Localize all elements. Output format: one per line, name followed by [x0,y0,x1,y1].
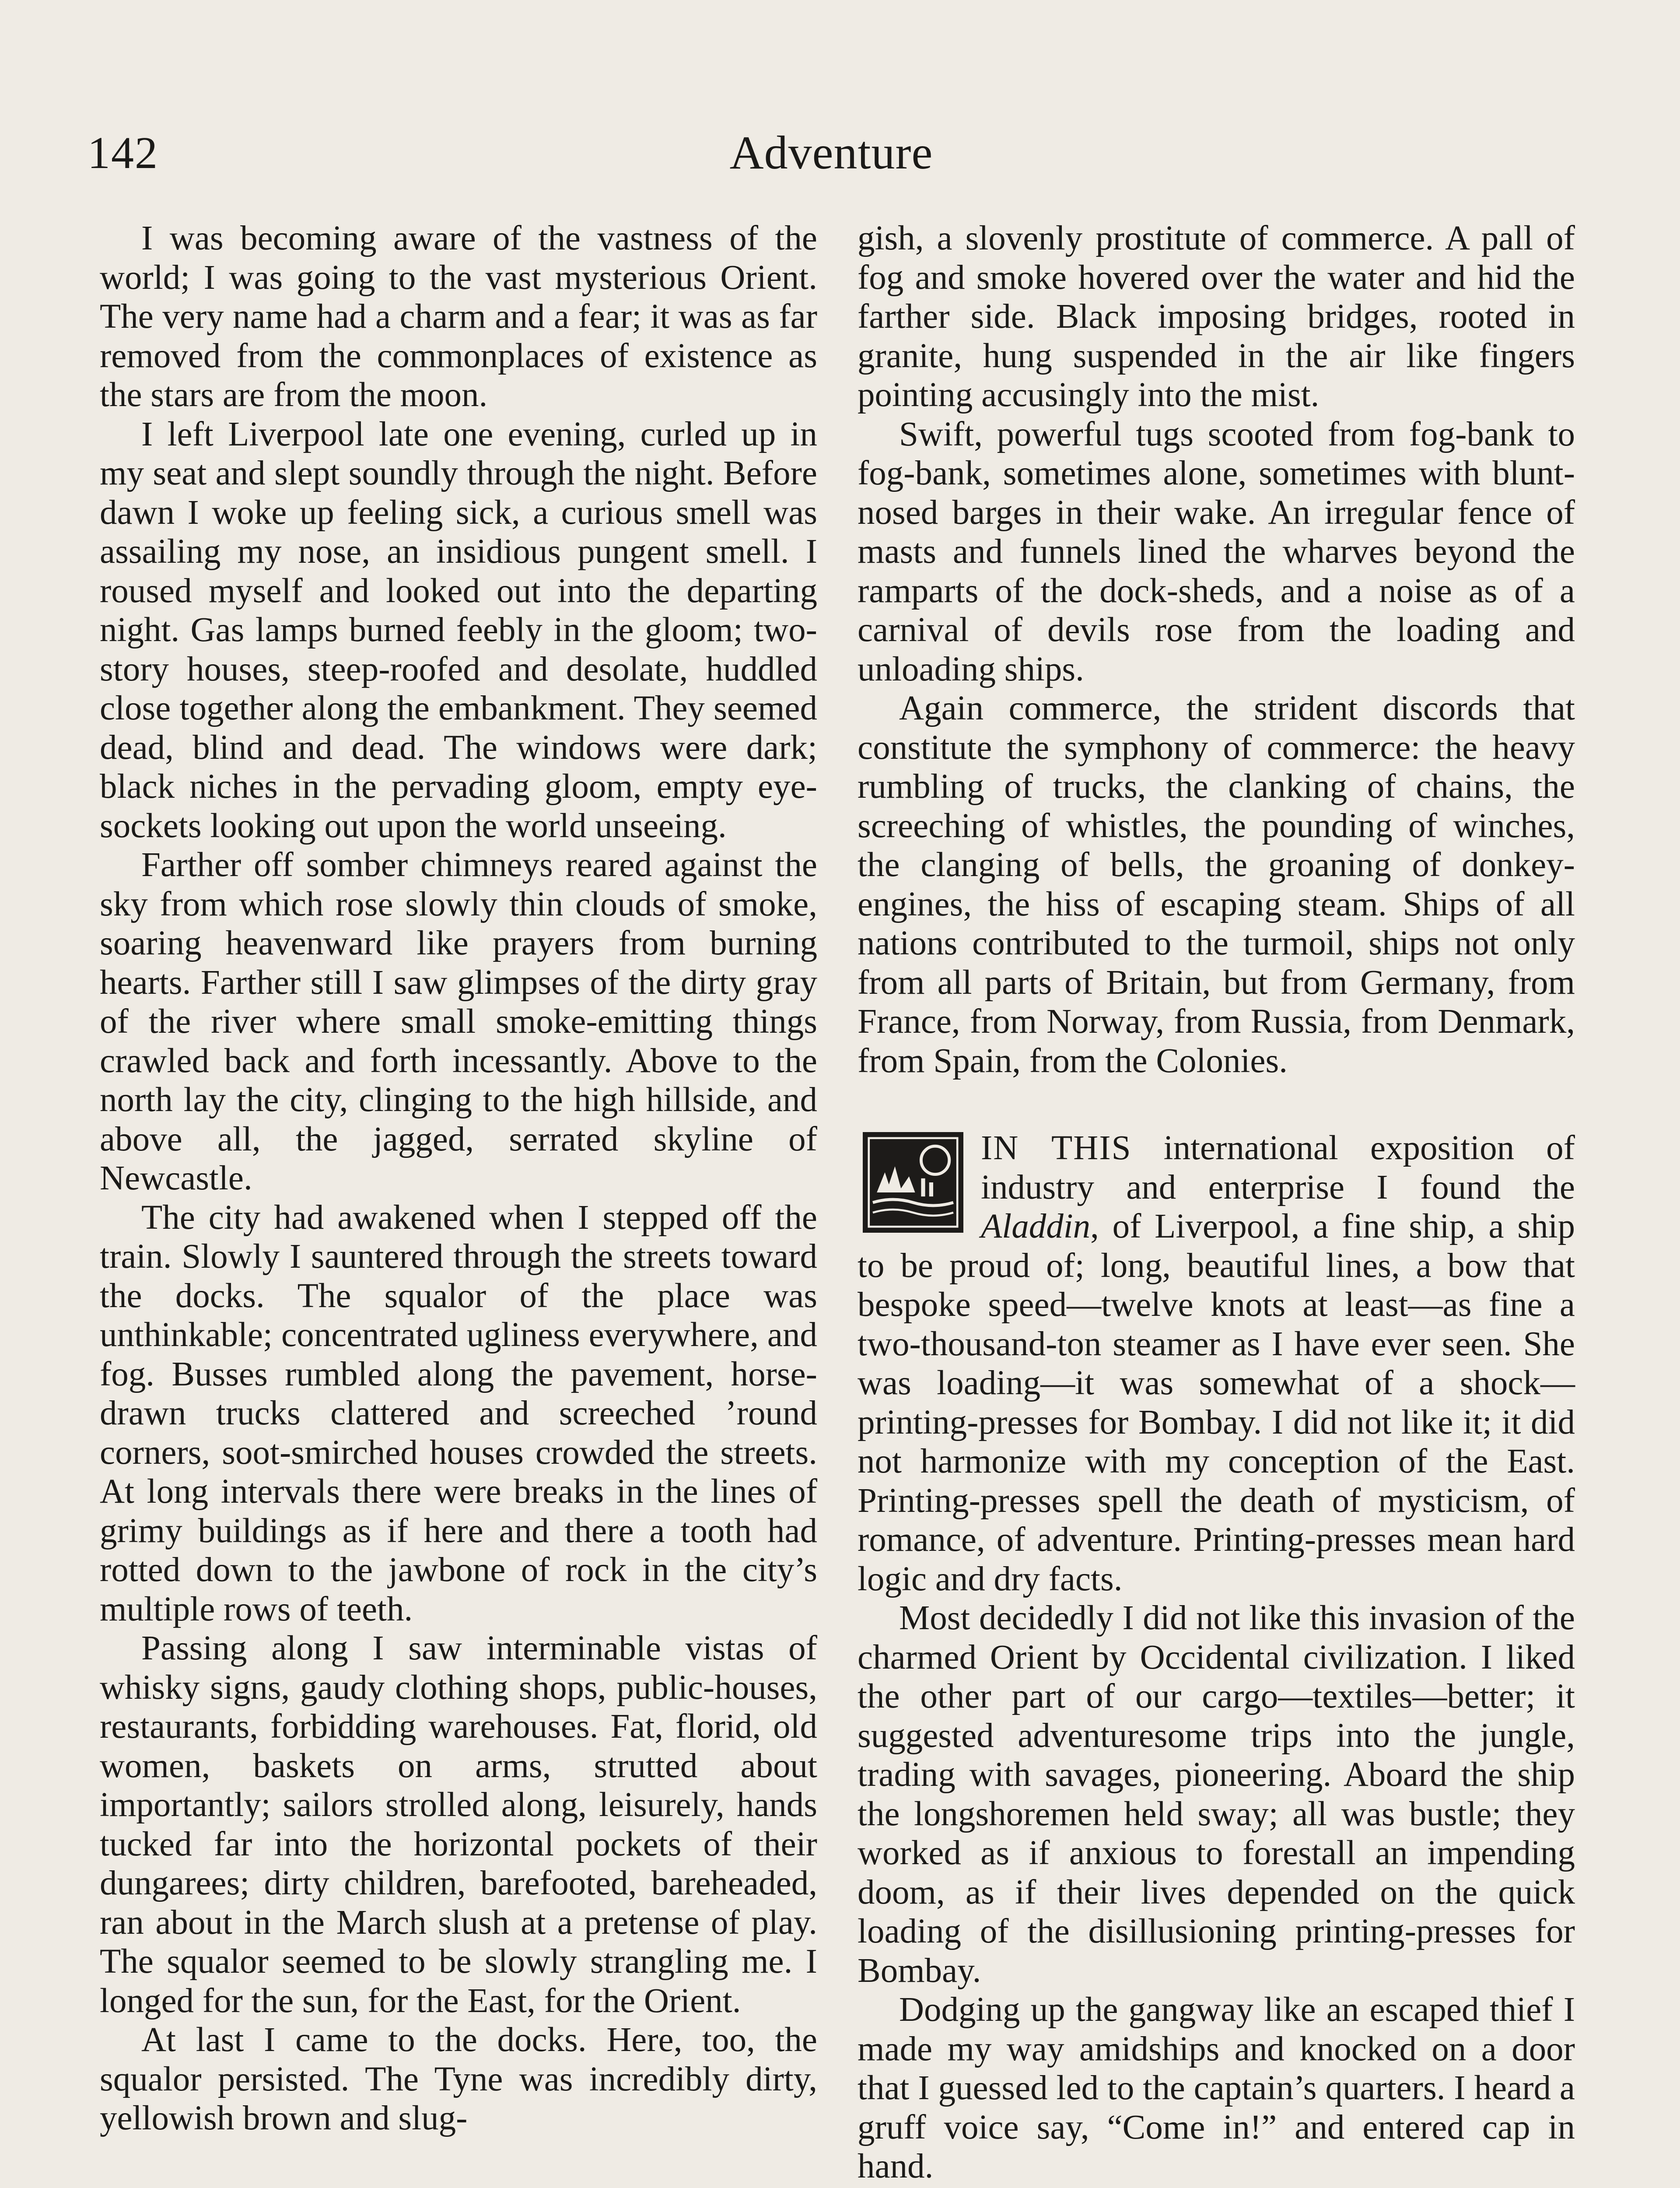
paragraph-continuation: gish, a slovenly prostitute of commerce. A pall of fog and smoke hovered over the water and hid the farther side. Black imposing bridges, rooted in granite, hung suspended in the air like fingers pointing accusingly into the mist. [858,219,1575,414]
paragraph: Most decidedly I did not like this invasion of the charmed Orient by Occidental civilization. I liked the other part of our cargo—textiles—better; it suggested adventuresome trips into the jungle, trading with savages, pioneering. Aboard the ship the longshoremen held sway; all was bustle; they worked as if anxious to forestall an impending doom, as if their lives depended on the quick loading of the disillusioning printing-presses for Bombay. [858,1599,1575,1990]
section-text: , of Liverpool, a fine ship, a ship to be proud of; long, beautiful lines, a bow that bespoke speed—twelve knots at least—as fine a two-thousand-ton steamer as I have ever seen. She was loading—it was somewhat of a shock—printing-presses for Bombay. I did not like it; it did not harmonize with my conception of the East. Printing-presses spell the death of mysticism, of romance, of adventure. Printing-presses mean hard logic and dry facts. [858,1207,1575,1598]
ship-name: Aladdin [981,1207,1091,1245]
section-first-paragraph [858,1129,1575,1599]
paragraph: I was becoming aware of the vastness of the world; I was going to the vast mysterious Orient. The very name had a charm and a fear; it was as far removed from the commonplaces of existence as the stars are from the moon. [100,219,817,414]
paragraph: Farther off somber chimneys reared against the sky from which rose slowly thin clouds of smoke, soaring heavenward like prayers from burning hearts. Farther still I saw glimpses of the dirty gray of the river where small smoke-emitting things crawled back and forth incessantly. Above to the north lay the city, clinging to the high hillside, and above all, the jagged, serrated skyline of Newcastle. [100,846,817,1197]
left-column [100,219,817,2138]
page-number: 142 [88,128,158,178]
paragraph: I left Liverpool late one evening, curled up in my seat and slept soundly through the night. Before dawn I woke up feeling sick, a curious smell was assailing my nose, an insidious pungent smell. I roused myself and looked out into the departing night. Gas lamps burned feebly in the gloom; two-story houses, steep-roofed and desolate, huddled close together along the embankment. They seemed dead, blind and dead. The windows were dark; black niches in the pervading gloom, empty eye-sockets looking out upon the world unseeing. [100,415,817,845]
paragraph: Passing along I saw interminable vistas of whisky signs, gaudy clothing shops, public-houses, restaurants, forbidding warehouses. Fat, florid, old women, baskets on arms, strutted about importantly; sailors strolled along, leisurely, hands tucked far into the horizontal pockets of their dungarees; dirty children, barefooted, bareheaded, ran about in the March slush at a pretense of play. The squalor seemed to be slowly strangling me. I longed for the sun, for the East, for the Orient. [100,1629,817,2020]
harbor-vignette-icon [863,1132,963,1233]
paragraph: At last I came to the docks. Here, too, the squalor persisted. The Tyne was incredibly dirty, yellowish brown and slug- [100,2021,817,2137]
section-lead-words: IN THIS [981,1129,1132,1167]
right-column [858,219,1575,2186]
page-header [88,120,1575,186]
paragraph: The city had awakened when I stepped off the train. Slowly I sauntered through the streets toward the docks. The squalor of the place was unthinkable; concentrated ugliness everywhere, and fog. Busses rumbled along the pavement, horse-drawn trucks clattered and screeched ’round corners, soot-smirched houses crowded the streets. At long intervals there were breaks in the lines of grimy buildings as if here and there a tooth had rotted down to the jawbone of rock in the city’s multiple rows of teeth. [100,1198,817,1628]
running-title: Adventure [729,127,933,179]
section-opening [858,1129,1575,1599]
section-text: international exposition of industry and enterprise I found the [981,1129,1575,1206]
paragraph: Swift, powerful tugs scooted from fog-bank to fog-bank, sometimes alone, sometimes with blunt-nosed barges in their wake. An irregular fence of masts and funnels lined the wharves beyond the ramparts of the dock-sheds, and a noise as of a carnival of devils rose from the loading and unloading ships. [858,415,1575,688]
paragraph: Dodging up the gangway like an escaped thief I made my way amidships and knocked on a door that I guessed led to the captain’s quarters. I heard a gruff voice say, “Come in!” and entered cap in hand. [858,1991,1575,2185]
paragraph: Again commerce, the strident discords that constitute the symphony of commerce: the heavy rumbling of trucks, the clanking of chains, the screeching of whistles, the pounding of winches, the clanging of bells, the groaning of donkey-engines, the hiss of escaping steam. Ships of all nations contributed to the turmoil, ships not only from all parts of Britain, but from Germany, from France, from Norway, from Russia, from Denmark, from Spain, from the Colonies. [858,689,1575,1080]
